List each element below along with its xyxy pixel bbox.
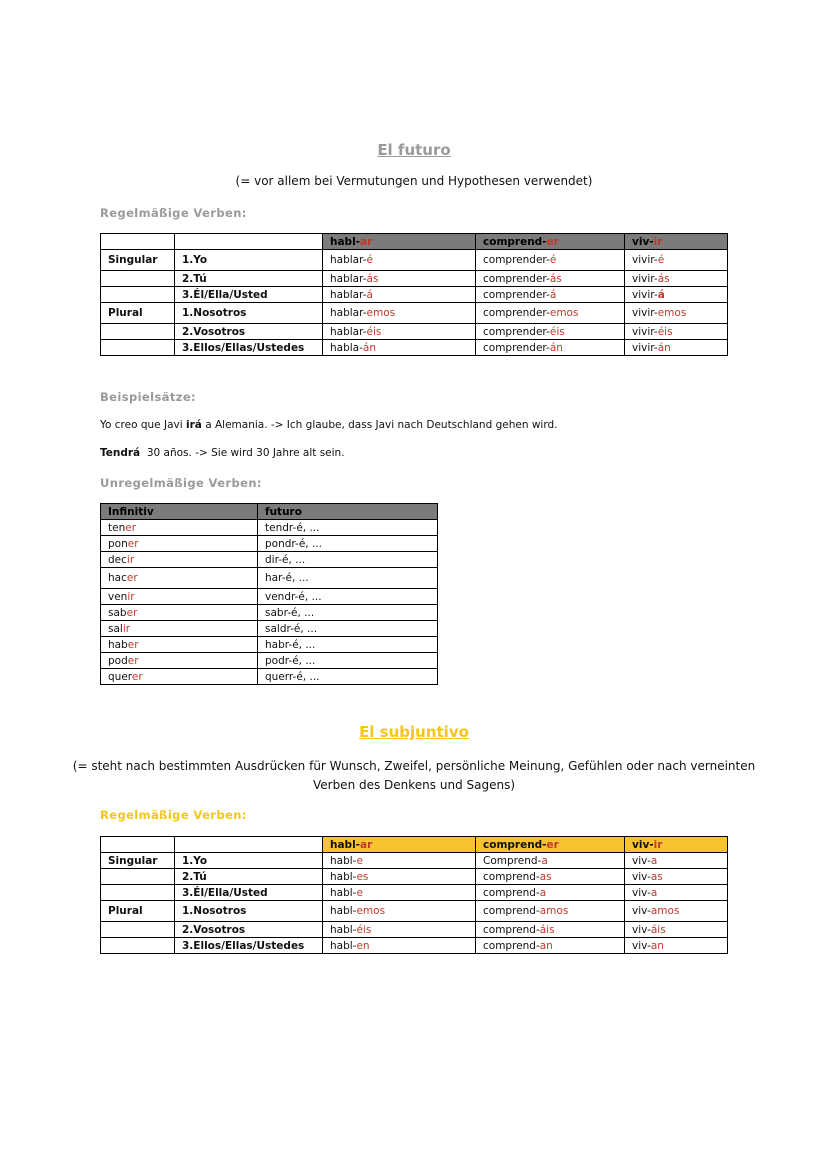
table-row: Plural 1.Nosotros habl-emos comprend-amos viv-amos xyxy=(101,901,728,922)
header-er: comprend-er xyxy=(476,234,625,250)
table-row: Plural 1.Nosotros hablar-emos comprender-emos vivir-emos xyxy=(101,303,728,324)
table-row: hacer har-é, ... xyxy=(101,568,438,589)
header-ar: habl-ar xyxy=(323,234,476,250)
table-row: 2.Tú habl-es comprend-as viv-as xyxy=(101,869,728,885)
irregular-heading: Unregelmäßige Verben: xyxy=(100,476,262,490)
examples-heading: Beispielsätze: xyxy=(100,390,197,404)
table-row: 2.Vosotros hablar-éis comprender-éis vivir-éis xyxy=(101,324,728,340)
subjuntivo-regular-heading: Regelmäßige Verben: xyxy=(100,808,247,822)
futuro-title: El futuro xyxy=(377,141,451,159)
table-row: querer querr-é, ... xyxy=(101,669,438,685)
irregular-verbs-table xyxy=(100,503,438,685)
futuro-regular-heading: Regelmäßige Verben: xyxy=(100,206,247,220)
example-sentence-1: Yo creo que Javi irá a Alemania. -> Ich glaube, dass Javi nach Deutschland gehen wird. xyxy=(100,419,558,431)
table-header-row xyxy=(101,234,728,250)
table-row: haber habr-é, ... xyxy=(101,637,438,653)
table-row: Singular 1.Yo habl-e Comprend-a viv-a xyxy=(101,853,728,869)
futuro-note: (= vor allem bei Vermutungen und Hypothesen verwendet) xyxy=(235,174,593,188)
subjuntivo-title: El subjuntivo xyxy=(359,723,469,741)
table-row: 3.Él/Ella/Usted hablar-á comprender-á vivir-á xyxy=(101,287,728,303)
header-er: comprend-er xyxy=(476,837,625,853)
header-ir: viv-ir xyxy=(625,234,728,250)
table-row: 3.Ellos/Ellas/Ustedes habl-en comprend-an viv-an xyxy=(101,938,728,954)
table-row: poner pondr-é, ... xyxy=(101,536,438,552)
table-row: 3.Él/Ella/Usted habl-e comprend-a viv-a xyxy=(101,885,728,901)
subjuntivo-note-line2: Verben des Denkens und Sagens) xyxy=(312,778,516,792)
table-row: decir dir-é, ... xyxy=(101,552,438,568)
subjuntivo-note-line1: (= steht nach bestimmten Ausdrücken für Wunsch, Zweifel, persönliche Meinung, Gefühlen oder nach verneinten xyxy=(72,759,756,773)
table-row: venir vendr-é, ... xyxy=(101,589,438,605)
table-row: Singular 1.Yo hablar-é comprender-é vivir-é xyxy=(101,250,728,271)
table-row: 3.Ellos/Ellas/Ustedes habla-án comprender-án vivir-án xyxy=(101,340,728,356)
subjuntivo-regular-table xyxy=(100,836,728,954)
table-row: 2.Tú hablar-ás comprender-ás vivir-ás xyxy=(101,271,728,287)
header-futuro: futuro xyxy=(258,504,438,520)
table-row: salir saldr-é, ... xyxy=(101,621,438,637)
futuro-regular-table xyxy=(100,233,728,356)
table-header-row xyxy=(101,837,728,853)
header-ir: viv-ir xyxy=(625,837,728,853)
table-row: tener tendr-é, ... xyxy=(101,520,438,536)
table-row: poder podr-é, ... xyxy=(101,653,438,669)
header-ar: habl-ar xyxy=(323,837,476,853)
table-row: saber sabr-é, ... xyxy=(101,605,438,621)
table-row: 2.Vosotros habl-éis comprend-áis viv-áis xyxy=(101,922,728,938)
table-header-row xyxy=(101,504,438,520)
header-infinitiv: Infinitiv xyxy=(101,504,258,520)
example-sentence-2: Tendrá 30 años. -> Sie wird 30 Jahre alt sein. xyxy=(100,447,345,459)
